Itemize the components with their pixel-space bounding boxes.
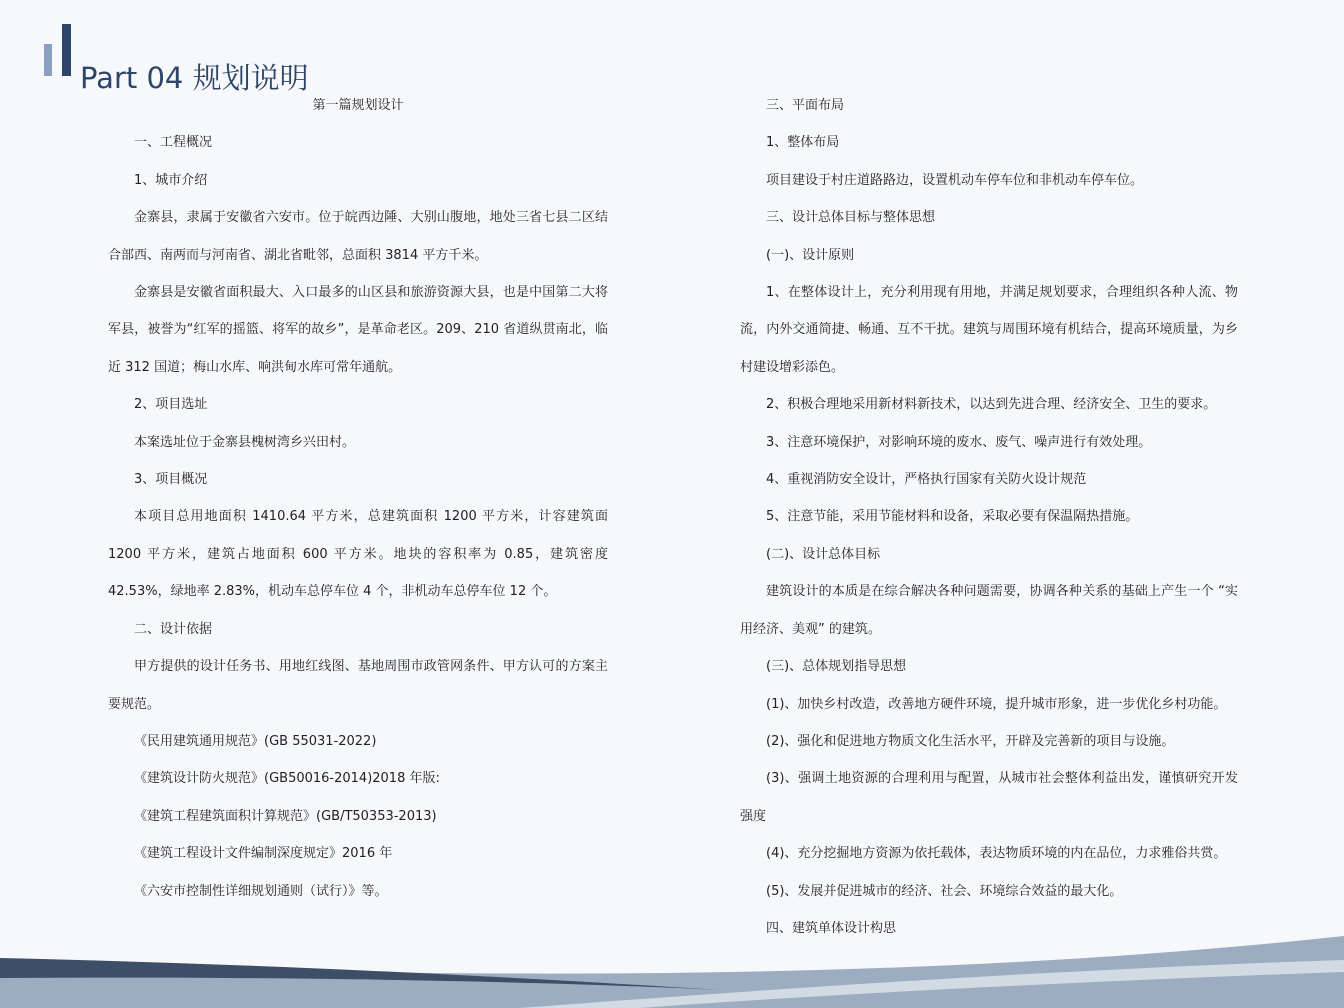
paragraph: (3)、强调土地资源的合理利用与配置，从城市社会整体利益出发，谨慎研究开发强度 xyxy=(740,771,1238,824)
paragraph: 1、在整体设计上，充分利用现有用地，并满足规划要求，合理组织各种人流、物流，内外交通简捷、畅通、互不干扰。建筑与周围环境有机结合，提高环境质量，为乡村建设增彩添色。 xyxy=(740,285,1238,375)
paragraph: 2、积极合理地采用新材料新技术，以达到先进合理、经济安全、卫生的要求。 xyxy=(766,397,1217,413)
paragraph: (4)、充分挖掘地方资源为依托载体，表达物质环境的内在品位，力求雅俗共赏。 xyxy=(766,846,1227,862)
paragraph: (2)、强化和促进地方物质文化生活水平，开辟及完善新的项目与设施。 xyxy=(766,733,1175,749)
paragraph: 《六安市控制性详细规划通则（试行）》等。 xyxy=(134,883,388,899)
paragraph: 《建筑工程设计文件编制深度规定》2016 年 xyxy=(134,846,393,862)
accent-bar-light xyxy=(44,44,52,76)
paragraph: 一、工程概况 xyxy=(134,135,213,151)
paragraph: 二、设计依据 xyxy=(134,621,213,637)
paragraph: 3、项目概况 xyxy=(134,472,208,488)
page-title: Part 04 规划说明 xyxy=(80,61,309,96)
paragraph: 2、项目选址 xyxy=(134,397,208,413)
paragraph: 《建筑设计防火规范》(GB50016-2014)2018 年版: xyxy=(134,771,440,787)
paragraph: 1、整体布局 xyxy=(766,135,840,151)
paragraph: 《民用建筑通用规范》(GB 55031-2022) xyxy=(134,733,377,749)
paragraph: 3、注意环境保护，对影响环境的废水、废气、噪声进行有效处理。 xyxy=(766,434,1152,450)
left-column xyxy=(108,87,608,910)
paragraph: 本项目总用地面积 1410.64 平方米，总建筑面积 1200 平方米，计容建筑面 1200 平方米，建筑占地面积 600 平方米。地块的容积率为 0.85，建筑密度 42.53%，绿地率 2.83%，机动车总停车位 4 个，非机动车总停车位 12 个。 xyxy=(108,509,608,600)
paragraph: 四、建筑单体设计构思 xyxy=(766,920,897,936)
paragraph: (三)、总体规划指导思想 xyxy=(766,659,907,675)
paragraph: 三、设计总体目标与整体思想 xyxy=(766,210,936,226)
paragraph: 《建筑工程建筑面积计算规范》(GB/T50353-2013) xyxy=(134,808,437,824)
paragraph: (一)、设计原则 xyxy=(766,247,855,263)
footer-waves xyxy=(0,930,1344,1008)
paragraph: 项目建设于村庄道路路边，设置机动车停车位和非机动车停车位。 xyxy=(766,172,1144,188)
paragraph: 建筑设计的本质是在综合解决各种问题需要，协调各种关系的基础上产生一个 “实用经济、美观” 的建筑。 xyxy=(740,584,1238,637)
paragraph: 三、平面布局 xyxy=(766,98,845,113)
paragraph: 本案选址位于金寨县槐树湾乡兴田村。 xyxy=(134,434,356,450)
paragraph: (5)、发展并促进城市的经济、社会、环境综合效益的最大化。 xyxy=(766,883,1123,899)
paragraph: 4、重视消防安全设计，严格执行国家有关防火设计规范 xyxy=(766,472,1087,488)
paragraph: 1、城市介绍 xyxy=(134,172,208,188)
paragraph: 甲方提供的设计任务书、用地红线图、基地周围市政管网条件、甲方认可的方案主要规范。 xyxy=(108,659,608,712)
right-column xyxy=(740,87,1238,947)
paragraph: 第一篇规划设计 xyxy=(312,98,404,113)
paragraph: 金寨县是安徽省面积最大、入口最多的山区县和旅游资源大县，也是中国第二大将军县，被誉为“红军的摇篮、将军的故乡”，是革命老区。209、210 省道纵贯南北，临近 312 国道；梅山水库、响洪甸水库可常年通航。 xyxy=(108,285,608,375)
paragraph: 金寨县，隶属于安徽省六安市。位于皖西边陲、大别山腹地，地处三省七县二区结合部西、南两而与河南省、湖北省毗邻，总面积 3814 平方千米。 xyxy=(108,210,608,263)
accent-bar-dark xyxy=(62,24,71,76)
paragraph: (二)、设计总体目标 xyxy=(766,546,881,562)
paragraph: (1)、加快乡村改造，改善地方硬件环境，提升城市形象，进一步优化乡村功能。 xyxy=(766,696,1227,712)
paragraph: 5、注意节能，采用节能材料和设备，采取必要有保温隔热措施。 xyxy=(766,509,1139,525)
